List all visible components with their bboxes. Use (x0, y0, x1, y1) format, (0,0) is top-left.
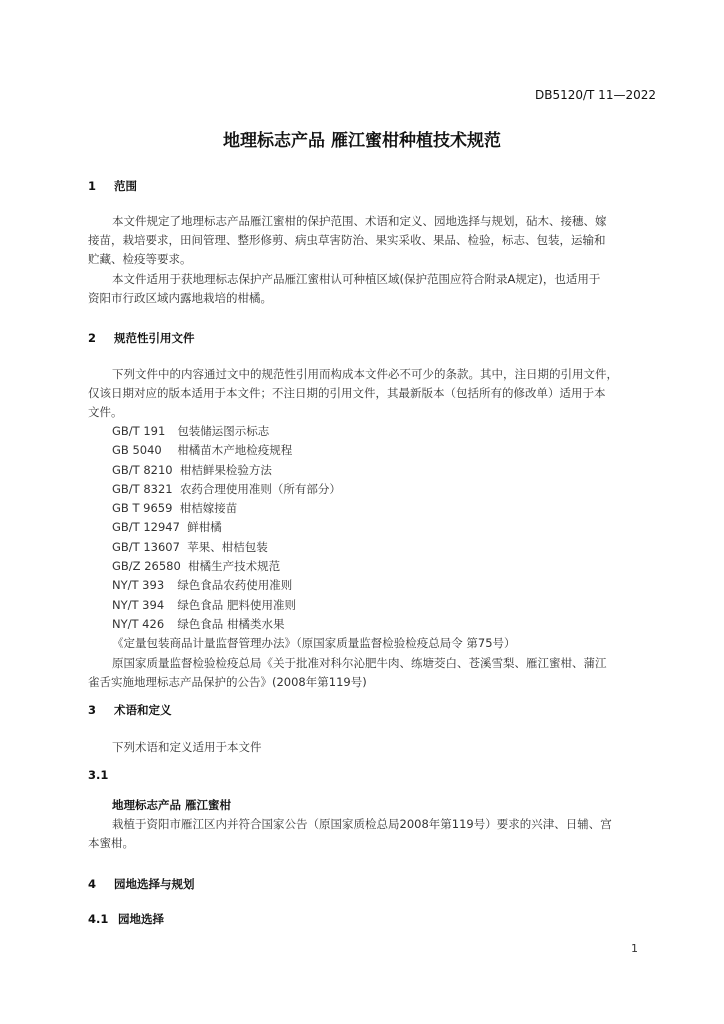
reference-code: NY/T 394 (112, 597, 165, 612)
reference-code: GB T 9659 (112, 501, 173, 516)
reference-item (112, 596, 516, 615)
section-title: 术语和定义 (114, 703, 172, 717)
reference-name: 鲜柑橘 (187, 520, 222, 535)
text-line: 文件。 (88, 405, 123, 420)
reference-item (112, 441, 516, 460)
subsection-3-1-number (88, 768, 108, 782)
text-line: 下列文件中的内容通过文中的规范性引用而构成本文件必不可少的条款。其中，注日期的引用文件， (112, 367, 618, 381)
section-number: 4 (88, 877, 97, 891)
reference-name: 农药合理使用准则（所有部分） (179, 481, 341, 496)
text-line: 原国家质量监督检验检疫总局《关于批准对科尔沁肥牛肉、练塘茭白、苍溪雪梨、雁江蜜柑、蒲江 (112, 656, 607, 670)
reference-item (112, 538, 516, 557)
reference-item (112, 499, 516, 518)
text-line: 贮藏、检疫等要求。 (88, 252, 192, 267)
reference-item (112, 518, 516, 537)
term-definition (88, 815, 656, 853)
section-title: 范围 (114, 179, 137, 193)
reference-item (112, 557, 516, 576)
reference-name: 苹果、柑桔包装 (187, 539, 268, 554)
text-line: 本文件适用于获地理标志保护产品雁江蜜柑认可种植区域(保护范围应符合附录A规定)，也适用于 (112, 272, 601, 286)
reference-code: GB/Z 26580 (112, 559, 181, 574)
reference-item (112, 576, 516, 595)
reference-code: GB/T 8321 (112, 481, 173, 496)
section-2-heading (88, 330, 195, 346)
text-line: 资阳市行政区域内露地栽培的柑橘。 (88, 291, 272, 306)
text-line: 雀舌实施地理标志产品保护的公告》(2008年第119号) (88, 675, 367, 690)
reference-code: NY/T 393 (112, 578, 165, 593)
reference-code: GB/T 191 (112, 424, 166, 438)
reference-name: 柑桔嫁接苗 (179, 501, 238, 516)
section-2-paragraph-2 (88, 654, 656, 692)
reference-name: 包装储运图示标志 (177, 424, 270, 438)
reference-name: 柑橘生产技术规范 (188, 559, 281, 574)
reference-item (112, 422, 516, 441)
reference-name: 绿色食品 柑橘类水果 (177, 616, 285, 631)
text-line: 接苗，栽培要求，田间管理、整形修剪、病虫草害防治、果实采收、果品、检验，标志、包装，运输和 (88, 233, 606, 248)
section-4-heading (88, 876, 195, 892)
section-1-heading (88, 178, 137, 194)
section-title: 规范性引用文件 (114, 331, 195, 345)
text-line: 本蜜柑。 (88, 836, 134, 851)
reference-name: 绿色食品 肥料使用准则 (177, 597, 296, 612)
subsection-title: 园地选择 (118, 912, 164, 926)
reference-code: NY/T 426 (112, 616, 165, 631)
section-title: 园地选择与规划 (114, 877, 195, 891)
subsection-number: 4.1 (88, 912, 109, 926)
section-2-paragraph-1 (88, 365, 656, 423)
reference-code: GB 5040 (112, 443, 162, 458)
section-number: 2 (88, 331, 97, 345)
normative-references-list (112, 422, 516, 654)
reference-item: 《定量包装商品计量监督管理办法》（原国家质量监督检验检疫总局令 第75号） (112, 636, 516, 651)
reference-code: GB/T 13607 (112, 539, 180, 554)
text-line: 下列术语和定义适用于本文件 (112, 740, 262, 754)
reference-code: GB/T 12947 (112, 520, 180, 535)
reference-item (112, 480, 516, 499)
text-line: 本文件规定了地理标志产品雁江蜜柑的保护范围、术语和定义、园地选择与规划，砧木、接穗、嫁 (112, 214, 607, 228)
reference-item (112, 461, 516, 480)
reference-item (112, 615, 516, 634)
subsection-number: 3.1 (88, 768, 109, 782)
standard-code: DB5120/T 11—2022 (534, 88, 656, 102)
reference-name: 柑橘苗木产地检疫规程 (177, 443, 293, 458)
section-1-paragraph-2 (88, 270, 656, 308)
reference-code: GB/T 8210 (112, 462, 173, 477)
section-1-paragraph-1 (88, 212, 656, 270)
term-name: 地理标志产品 雁江蜜柑 (112, 798, 232, 812)
section-3-intro (88, 738, 656, 757)
text-line: 栽植于资阳市雁江区内并符合国家公告（原国家质检总局2008年第119号）要求的兴津、日辅、宫 (112, 817, 612, 831)
section-number: 3 (88, 703, 97, 717)
subsection-4-1-heading (88, 911, 164, 927)
section-3-heading (88, 702, 172, 718)
section-number: 1 (88, 179, 97, 193)
reference-name: 绿色食品农药使用准则 (177, 578, 293, 593)
page-number: 1 (631, 942, 638, 955)
reference-name: 柑桔鲜果检验方法 (179, 462, 272, 477)
text-line: 仅该日期对应的版本适用于本文件；不注日期的引用文件，其最新版本（包括所有的修改单）适用于本 (88, 386, 606, 401)
document-title: 地理标志产品 雁江蜜柑种植技术规范 (223, 131, 501, 151)
